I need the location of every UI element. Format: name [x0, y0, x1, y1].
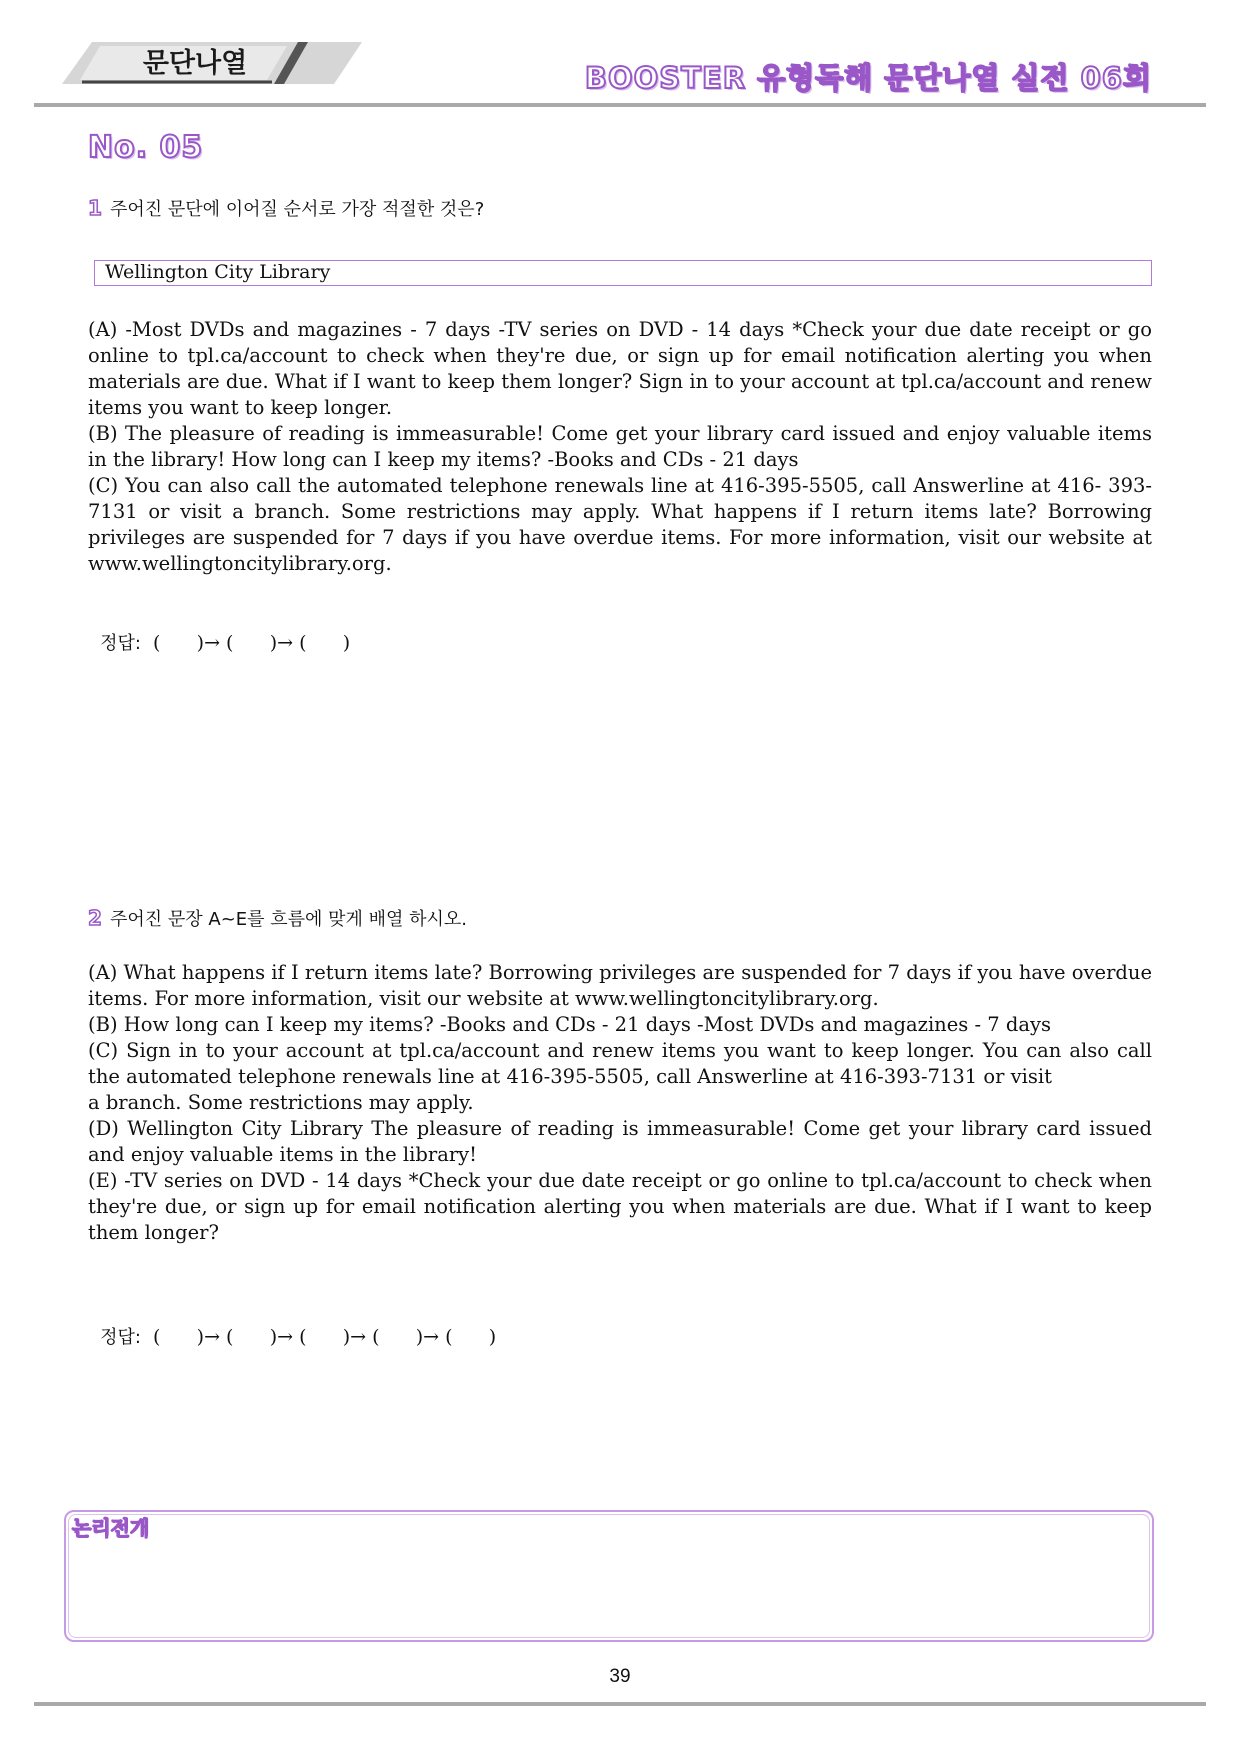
question-2-passages: [88, 960, 1152, 1246]
sentence-e: (E) -TV series on DVD - 14 days *Check your due date receipt or go online to tpl.ca/account to check when they're due, or sign up for email notification alerting you when materials are due. What if I want to keep them longer?: [88, 1169, 1152, 1244]
answer-label: 정답:: [100, 1327, 141, 1348]
passage-b: (B) The pleasure of reading is immeasurable! Come get your library card issued and enjoy valuable items in the library! How long can I keep my items? -Books and CDs - 21 days: [88, 422, 1152, 471]
sentence-d: (D) Wellington City Library The pleasure of reading is immeasurable! Come get your library card issued and enjoy valuable items in the library!: [88, 1117, 1152, 1166]
question-1-passages: [88, 317, 1152, 577]
passage-c: (C) You can also call the automated telephone renewals line at 416-395-5505, call Answerline at 416- 393-7131 or visit a branch. Some restrictions may apply. What happens if I return items late? Borrowing privileges are suspended for 7 days if you have overdue items. For more information, visit our website at www.wellingtoncitylibrary.org.: [88, 474, 1152, 575]
notes-label: 논리전개: [72, 1516, 150, 1540]
page-number: 39: [609, 1666, 631, 1687]
question-1-header: [88, 196, 484, 220]
footer-divider: [34, 1702, 1206, 1706]
passage-a: (A) -Most DVDs and magazines - 7 days -TV series on DVD - 14 days *Check your due date receipt or go online to tpl.ca/account to check when they're due, or sign up for email notification alerting you when materials are due. What if I want to keep them longer? Sign in to your account at tpl.ca/account and renew items you want to keep longer.: [88, 318, 1152, 419]
workbook-title: BOOSTER 유형독해 문단나열 실전 06회: [584, 61, 1152, 95]
question-1-number: 1: [88, 196, 102, 220]
question-1-answer: [88, 604, 351, 654]
sentence-c: (C) Sign in to your account at tpl.ca/account and renew items you want to keep longer. You can also call the automated telephone renewals line at 416-395-5505, call Answerline at 416-393-7131 or visit: [88, 1039, 1152, 1088]
answer-label: 정답:: [100, 633, 141, 654]
question-2-number: 2: [88, 906, 102, 930]
question-2-prompt: 주어진 문장 A~E를 흐름에 맞게 배열 하시오.: [110, 909, 468, 930]
header-divider: [34, 103, 1206, 107]
question-2-answer: [88, 1298, 497, 1348]
sentence-b: (B) How long can I keep my items? -Books and CDs - 21 days -Most DVDs and magazines - 7 days: [88, 1013, 1052, 1036]
sentence-c-continued: a branch. Some restrictions may apply.: [88, 1091, 474, 1114]
notes-box-inner-border: [68, 1514, 1150, 1638]
question-2-header: [88, 906, 467, 930]
question-1-prompt: 주어진 문단에 이어질 순서로 가장 적절한 것은?: [110, 199, 485, 220]
sentence-a: (A) What happens if I return items late? Borrowing privileges are suspended for 7 days if you have overdue items. For more information, visit our website at www.wellingtoncitylibrary.org.: [88, 961, 1152, 1010]
answer-blanks[interactable]: ( )→ ( )→ ( )→ ( )→ ( ): [153, 1326, 497, 1348]
answer-blanks[interactable]: ( )→ ( )→ ( ): [153, 632, 351, 654]
problem-number: No. 05: [88, 130, 204, 165]
given-paragraph-box: Wellington City Library: [94, 260, 1152, 286]
section-label: 문단나열: [142, 48, 248, 79]
